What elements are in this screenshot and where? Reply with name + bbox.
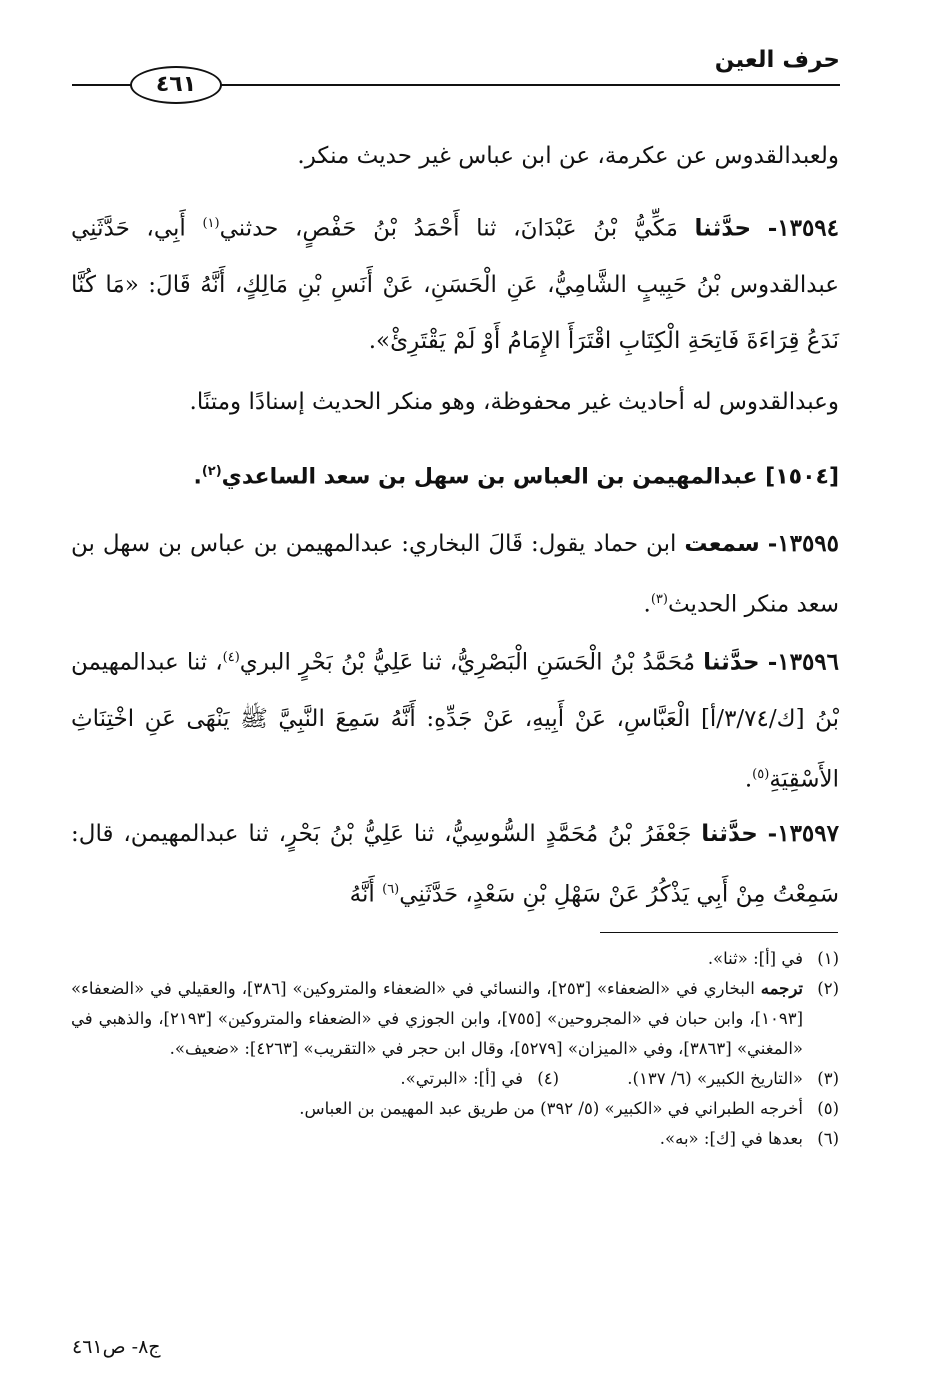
paragraph-text: ولعبدالقدوس عن عكرمة، عن ابن عباس غير حديث منكر. [297,143,839,169]
footnote-1 [71,944,839,974]
footnote-3 [559,1064,839,1094]
entry-heading-text: [١٥٠٤] عبدالمهيمن بن العباس بن سهل بن سعد الساعدي [221,464,839,490]
hadith-number: ١٣٥٩٥- [767,530,840,557]
entry-heading: [١٥٠٤] عبدالمهيمن بن العباس بن سهل بن سعد الساعدي$^{(٢)}$. [193,464,839,490]
footnote-text: بعدها في [ك]: «به». [659,1129,803,1148]
footnote-text: في [أ]: «ثنا». [707,949,803,968]
footnote-ref: (٥) [752,766,770,782]
footnote-4 [279,1064,559,1094]
hadith-text: مَكِّيُّ بْنُ عَبْدَانَ، ثنا أَحْمَدُ بْنُ حَفْصٍ، حدثني [219,215,678,242]
volume-page-folio: ج٨- ص٤٦١ [72,1336,161,1358]
hadith-text: أَبِي، حَدَّثَنِي عبدالقدوس بْنُ حَبِيبٍ الشَّامِيُّ، عَنِ الْحَسَنِ، عَنْ أَنَسِ بْنِ مَالِكٍ، أَنَّهُ قَالَ: «مَا كُنَّا نَدَعُ قِرَاءَةَ فَاتِحَةِ الْكِتَابِ اقْتَرَأَ الإِمَامُ أَوْ لَمْ يَقْتَرِئْ». [71,215,839,354]
footnote-number: (٦) [817,1129,839,1148]
footnote-ref: (١) [202,216,220,231]
hadith-number: ١٣٥٩٤- [767,214,840,242]
footnote-ref: (٦) [382,882,400,897]
hadith-13595: ١٣٥٩٥- سمعت ابن حماد يقول: قَالَ البخاري: عبدالمهيمن بن عباس بن سهل بن سعد منكر الحديث$^{(٣)}$. [71,530,840,618]
footnote-number: (١) [817,949,839,968]
footnote-2 [71,974,839,1064]
footnote-number: (٢) [817,979,839,998]
hadith-text: ابن حماد يقول: قَالَ البخاري: عبدالمهيمن بن عباس بن سهل بن سعد منكر الحديث [71,531,839,618]
hadith-number: ١٣٥٩٦- [767,648,840,676]
narration-term: سمعت [684,531,760,557]
hadith-text: ، ثنا عبدالمهيمن بْنُ [ك/٣/٧٤/أ] الْعَبَّاسِ، عَنْ أَبِيهِ، عَنْ جَدِّهِ: أَنَّهُ سَمِعَ النَّبِيَّ ﷺ يَنْهَى عَنِ اخْتِنَاثِ الأَسْقِيَةِ [71,649,839,793]
footnote-separator [600,932,838,933]
paragraph-text: وعبدالقدوس له أحاديث غير محفوظة، وهو منكر الحديث إسنادًا ومتنًا. [189,389,839,415]
paragraph-intro [71,128,839,184]
hadith-13596: ١٣٥٩٦- حدَّثنا مُحَمَّدُ بْنُ الْحَسَنِ الْبَصْرِيُّ، ثنا عَلِيُّ بْنُ بَحْرٍ البري$^{(٤)}$، ثنا عبدالمهيمن بْنُ [ك/٣/٧٤/أ] الْعَبَّاسِ، عَنْ أَبِيهِ، عَنْ جَدِّهِ: أَنَّهُ سَمِعَ النَّبِيَّ ﷺ يَنْهَى عَنِ اخْتِنَاثِ الأَسْقِيَةِ$^{(٥)}$. [71,648,840,793]
footnote-6 [71,1124,839,1154]
footnote-number: (٣) [817,1069,839,1088]
footnote-ref: (٢) [201,464,222,479]
running-header [72,44,840,97]
hadith-number: ١٣٥٩٧- [767,820,839,847]
hadith-text: جَعْفَرُ بْنُ مُحَمَّدٍ السُّوسِيُّ، ثنا عَلِيُّ بْنُ بَحْرٍ، ثنا عبدالمهيمن، قال: سَمِعْتُ مِنْ أَبِي يَذْكُرُ عَنْ سَهْلِ بْنِ سَعْدٍ، حَدَّثَنِي [71,821,839,908]
hadith-13594 [71,196,839,369]
narration-term: حدَّثنا [701,821,758,847]
footnote-lead: ترجمه [760,979,804,998]
footnote-ref: (٣) [650,592,668,607]
hadith-13597 [71,806,839,923]
footnote-number: (٤) [537,1069,559,1088]
footnote-number: (٥) [817,1099,839,1118]
footnote-row-3-4 [71,1064,839,1094]
footnote-text: أخرجه الطبراني في «الكبير» (٥/ ٣٩٢) من طريق عبد المهيمن بن العباس. [299,1099,803,1118]
narration-term: حدَّثنا [703,649,760,676]
footnote-ref: (٤) [222,650,240,665]
footnote-text: ترجمه البخاري في «الضعفاء» [٢٥٣]، والنسائي في «الضعفاء والمتروكين» [٣٨٦]، والعقيلي في «الضعفاء» [١٠٩٣]، وابن حبان في «المجروحين» [٧٥٥]، وابن الجوزي في «الضعفاء والمتروكين» [٢١٩٣]، والذهبي في «المغني» [٣٨٦٣]، وفي «الميزان» [٥٢٧٩]، وقال ابن حجر في «التقريب» [٤٢٦٣]: «ضعيف». [71,979,804,1058]
footnote-text: في [أ]: «البرتي». [400,1069,523,1088]
footnotes [71,944,839,1154]
hadith-text: مُحَمَّدُ بْنُ الْحَسَنِ الْبَصْرِيُّ، ثنا عَلِيُّ بْنُ بَحْرٍ البري [239,649,696,676]
chapter-title: حرف العين [714,47,840,73]
paragraph-comment [71,374,839,430]
hadith-text: أَنَّهُ [349,881,375,908]
narration-term: حدَّثنا [694,215,752,242]
page-number-badge: ٤٦١ [130,66,222,104]
footnote-text: «التاريخ الكبير» (٦/ ١٣٧). [627,1069,803,1088]
footnote-5 [71,1094,839,1124]
